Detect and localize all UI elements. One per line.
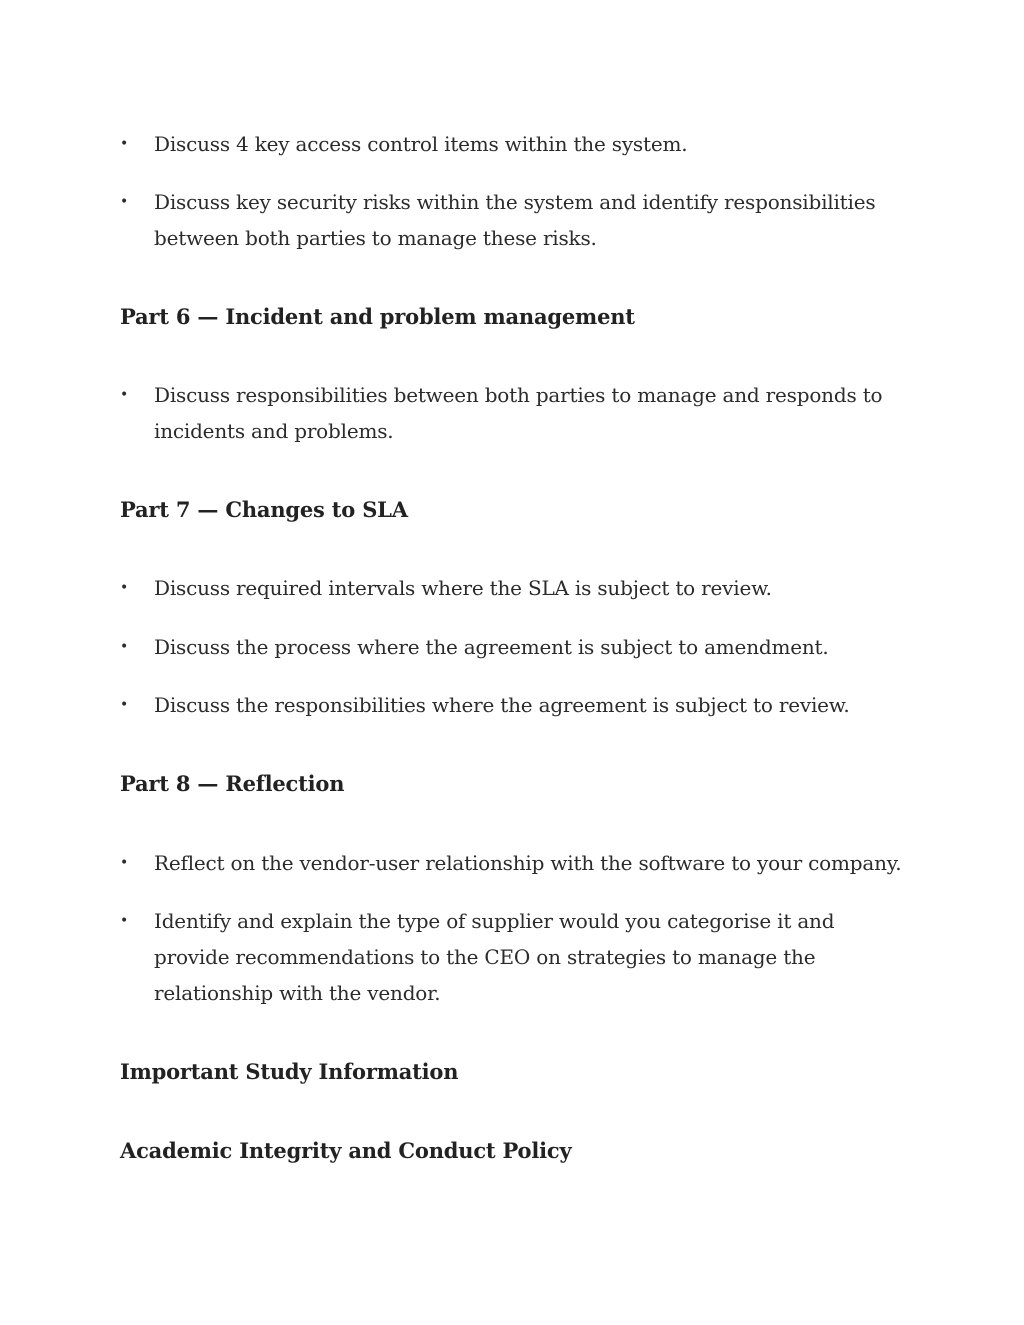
section-heading-part7: Part 7 — Changes to SLA: [120, 497, 408, 522]
bullet-icon: •: [120, 580, 129, 596]
section-heading-academic-integrity: Academic Integrity and Conduct Policy: [120, 1138, 572, 1163]
list-item-text: Reflect on the vendor-user relationship with the software to your company.: [154, 851, 902, 875]
list-item: [120, 126, 920, 162]
section-heading-part6: Part 6 — Incident and problem management: [120, 304, 635, 329]
bullet-icon: •: [120, 855, 129, 871]
list-item-text: Discuss key security risks within the system and identify responsibilities between both parties to manage these risks.: [154, 190, 876, 250]
bullet-icon: •: [120, 697, 129, 713]
list-item: [120, 629, 920, 665]
bullet-icon: •: [120, 194, 129, 210]
list-item-text: Identify and explain the type of supplier would you categorise it and provide recommendations to the CEO on strategies to manage the relationship with the vendor.: [154, 909, 835, 1005]
list-item-text: Discuss the responsibilities where the agreement is subject to review.: [154, 693, 850, 717]
section-heading-study-info: Important Study Information: [120, 1059, 459, 1084]
list-item: [120, 377, 920, 449]
list-item-text: Discuss required intervals where the SLA is subject to review.: [154, 576, 772, 600]
list-item-text: Discuss the process where the agreement is subject to amendment.: [154, 635, 829, 659]
list-item-text: Discuss responsibilities between both parties to manage and responds to incidents and problems.: [154, 383, 883, 443]
bullet-icon: •: [120, 639, 129, 655]
bullet-icon: •: [120, 913, 129, 929]
list-item: [120, 570, 920, 606]
list-item-text: Discuss 4 key access control items within the system.: [154, 132, 688, 156]
bullet-icon: •: [120, 136, 129, 152]
list-item: [120, 903, 920, 1011]
list-item: [120, 687, 920, 723]
list-item: [120, 184, 920, 256]
list-item: [120, 845, 920, 881]
section-heading-part8: Part 8 — Reflection: [120, 771, 345, 796]
bullet-icon: •: [120, 387, 129, 403]
